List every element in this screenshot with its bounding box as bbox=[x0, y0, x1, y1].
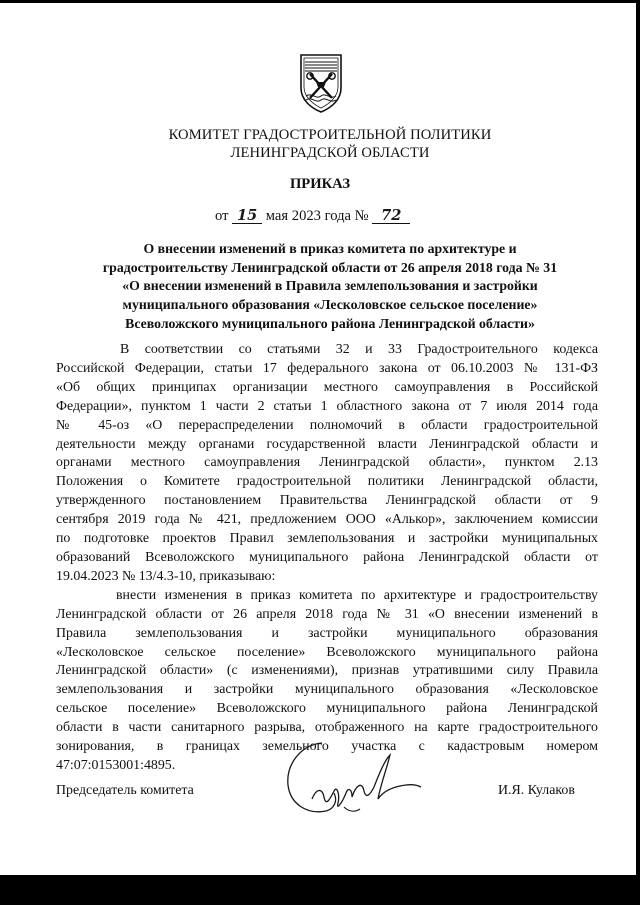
text-line: образований Всеволожского муниципального района Ленинградской области от bbox=[56, 549, 598, 565]
text-line: 19.04.2023 № 13/4.3-10, приказываю: bbox=[56, 568, 276, 584]
document-number: 72 bbox=[372, 208, 410, 224]
text-line: сентября 2019 года № 421, предложением ООО «Алькор», заключением комиссии bbox=[56, 512, 598, 528]
title-line: О внесении изменений в приказ комитета по архитектуре и bbox=[143, 241, 517, 256]
document-body bbox=[56, 341, 598, 776]
issuing-authority bbox=[120, 126, 540, 162]
document-type: ПРИКАЗ bbox=[289, 176, 351, 192]
text-line: Ленинградской области от 26 апреля 2018 года № 31 «О внесении изменений в bbox=[56, 606, 598, 622]
text-line: Правила землепользования и застройки муниципального образования bbox=[56, 625, 598, 641]
title-line: Всеволожского муниципального района Ленинградской области» bbox=[125, 315, 535, 331]
signatory-position: Председатель комитета bbox=[56, 783, 194, 798]
coat-of-arms-icon bbox=[298, 52, 344, 114]
text-line: Федерации», пунктом 1 части 2 статьи 1 областного закона от 7 июля 2014 года bbox=[56, 398, 598, 414]
text-line: № 45-оз «О перераспределении полномочий в области градостроительной bbox=[56, 417, 598, 433]
text-line: по подготовке проектов Правил землепользования и застройки муниципальных bbox=[56, 531, 598, 547]
scan-border-bottom bbox=[0, 875, 640, 905]
date-month-year: мая 2023 года bbox=[265, 208, 352, 224]
text-line: «Об общих принципах организации местного самоуправления в Российской bbox=[56, 379, 598, 395]
text-line: Ленинградской области» (с изменениями), признав утратившими силу Правила bbox=[56, 663, 598, 679]
paragraph-preamble bbox=[56, 341, 598, 587]
text-line: органами местного самоуправления Ленинградской области», пунктом 2.13 bbox=[56, 455, 598, 471]
text-line: зонирования, в границах земельного участка с кадастровым номером bbox=[56, 739, 598, 755]
date-prefix: от bbox=[215, 208, 229, 224]
title-line: градостроительству Ленинградской области от 26 апреля 2018 года № 31 bbox=[102, 259, 558, 275]
number-sign: № bbox=[354, 208, 369, 224]
text-line: внести изменения в приказ комитета по архитектуре и градостроительству bbox=[116, 587, 598, 603]
authority-line-1: КОМИТЕТ ГРАДОСТРОИТЕЛЬНОЙ ПОЛИТИКИ bbox=[168, 127, 492, 143]
title-line: «О внесении изменений в Правила землепользования и застройки bbox=[122, 278, 538, 294]
text-line: области в части санитарного разрыва, отображенного на карте градостроительного bbox=[56, 720, 598, 736]
text-line: деятельности между органами государственной власти Ленинградской области и bbox=[56, 436, 598, 452]
text-line: сельское поселение» Всеволожского муниципального района Ленинградской bbox=[56, 701, 598, 717]
date-number-line bbox=[215, 208, 410, 225]
text-line: «Лесколовское сельское поселение» Всеволожского муниципального района bbox=[56, 644, 598, 660]
text-line: утвержденного постановлением Правительства Ленинградской области от 9 bbox=[56, 493, 598, 509]
title-line: муниципального образования «Лесколовское сельское поселение» bbox=[122, 297, 538, 313]
signatory-name: И.Я. Кулаков bbox=[498, 783, 575, 798]
document-title bbox=[60, 240, 600, 334]
text-line: землепользования и застройки муниципального образования «Лесколовское bbox=[56, 682, 598, 698]
text-line: В соответствии со статьями 32 и 33 Градостроительного кодекса bbox=[120, 342, 598, 357]
text-line: 47:07:0153001:4895. bbox=[56, 757, 176, 773]
authority-line-2: ЛЕНИНГРАДСКОЙ ОБЛАСТИ bbox=[230, 145, 430, 161]
text-line: Положения о Комитете градостроительной политики Ленинградской области, bbox=[56, 474, 598, 490]
text-line: Российской Федерации, статьи 17 федерального закона от 06.10.2003 № 131-ФЗ bbox=[56, 360, 598, 376]
scan-border-right bbox=[636, 0, 640, 905]
scan-border-top bbox=[0, 0, 640, 3]
date-day: 15 bbox=[232, 208, 262, 224]
handwritten-signature bbox=[282, 737, 422, 825]
